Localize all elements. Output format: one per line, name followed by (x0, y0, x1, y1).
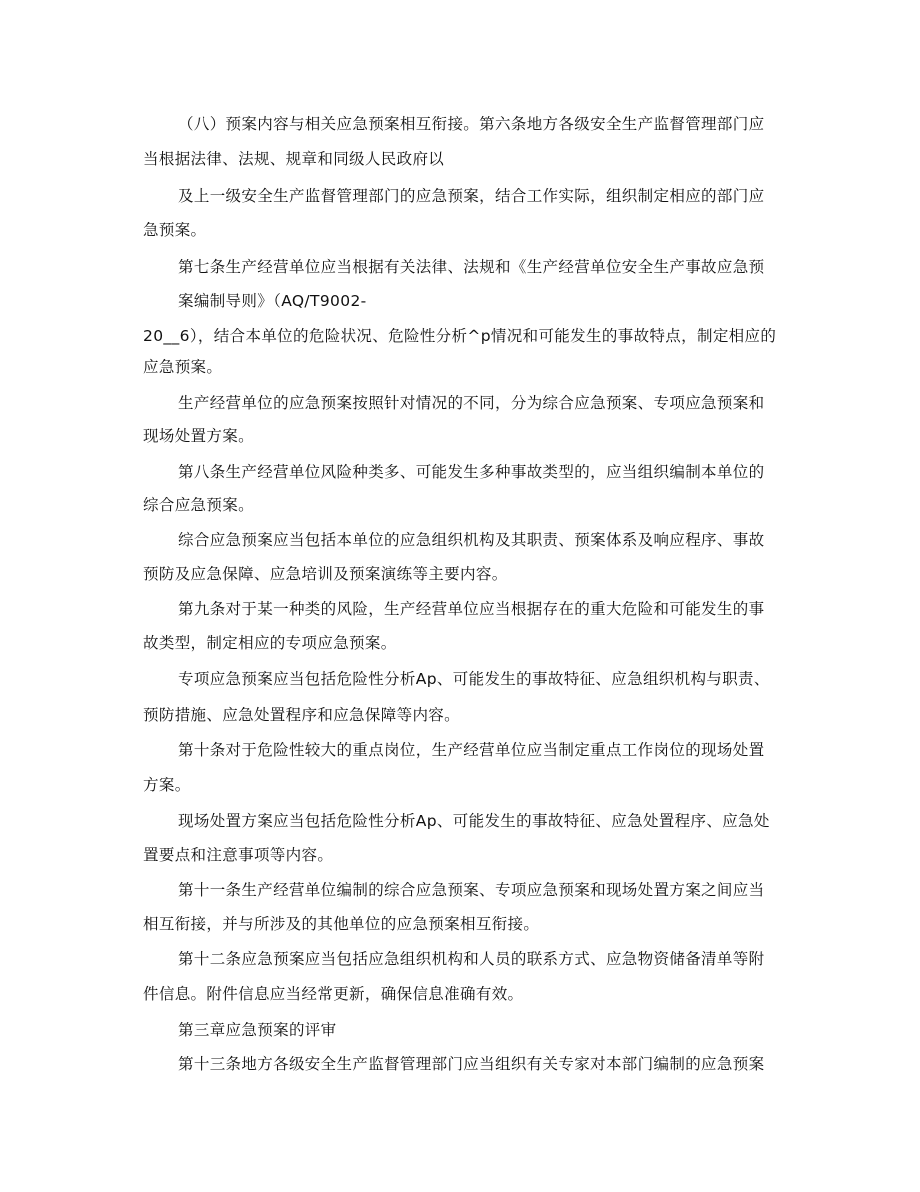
text-line: 方案。 (143, 776, 191, 794)
text-line: 第九条对于某一种类的风险，生产经营单位应当根据存在的重大危险和可能发生的事 (178, 600, 765, 618)
text-line: 案编制导则》（AQ/T9002- (178, 292, 367, 310)
text-line: 现场处置方案。 (143, 427, 254, 445)
text-line: 急预案。 (143, 221, 207, 239)
text-line: 第八条生产经营单位风险种类多、可能发生多种事故类型的，应当组织编制本单位的 (178, 463, 765, 481)
text-line: 第十一条生产经营单位编制的综合应急预案、专项应急预案和现场处置方案之间应当 (178, 881, 765, 899)
section-heading: 第三章应急预案的评审 (178, 1021, 337, 1039)
text-line: 第十三条地方各级安全生产监督管理部门应当组织有关专家对本部门编制的应急预案 (178, 1055, 765, 1073)
text-line: 第七条生产经营单位应当根据有关法律、法规和《生产经营单位安全生产事故应急预 (178, 258, 765, 276)
text-line: 当根据法律、法规、规章和同级人民政府以 (143, 150, 445, 168)
text-line: 第十二条应急预案应当包括应急组织机构和人员的联系方式、应急物资储备清单等附 (178, 950, 765, 968)
text-line: 及上一级安全生产监督管理部门的应急预案，结合工作实际，组织制定相应的部门应 (178, 187, 765, 205)
text-line: （八）预案内容与相关应急预案相互衔接。第六条地方各级安全生产监督管理部门应 (178, 115, 765, 133)
text-line: 20__6），结合本单位的危险状况、危险性分析^p情况和可能发生的事故特点，制定相应的 (143, 327, 777, 345)
text-line: 预防措施、应急处置程序和应急保障等内容。 (143, 706, 461, 724)
text-line: 预防及应急保障、应急培训及预案演练等主要内容。 (143, 565, 508, 583)
text-line: 专项应急预案应当包括危险性分析Ap、可能发生的事故特征、应急组织机构与职责、 (178, 670, 770, 688)
text-line: 件信息。附件信息应当经常更新，确保信息准确有效。 (143, 985, 524, 1003)
text-line: 相互衔接，并与所涉及的其他单位的应急预案相互衔接。 (143, 915, 540, 933)
text-line: 生产经营单位的应急预案按照针对情况的不同，分为综合应急预案、专项应急预案和 (178, 394, 765, 412)
text-line: 故类型，制定相应的专项应急预案。 (143, 634, 397, 652)
text-line: 综合应急预案应当包括本单位的应急组织机构及其职责、预案体系及响应程序、事故 (178, 531, 765, 549)
text-line: 第十条对于危险性较大的重点岗位，生产经营单位应当制定重点工作岗位的现场处置 (178, 741, 765, 759)
text-line: 应急预案。 (143, 358, 223, 376)
text-line: 现场处置方案应当包括危险性分析Ap、可能发生的事故特征、应急处置程序、应急处 (178, 812, 770, 830)
text-line: 综合应急预案。 (143, 496, 254, 514)
text-line: 置要点和注意事项等内容。 (143, 846, 334, 864)
